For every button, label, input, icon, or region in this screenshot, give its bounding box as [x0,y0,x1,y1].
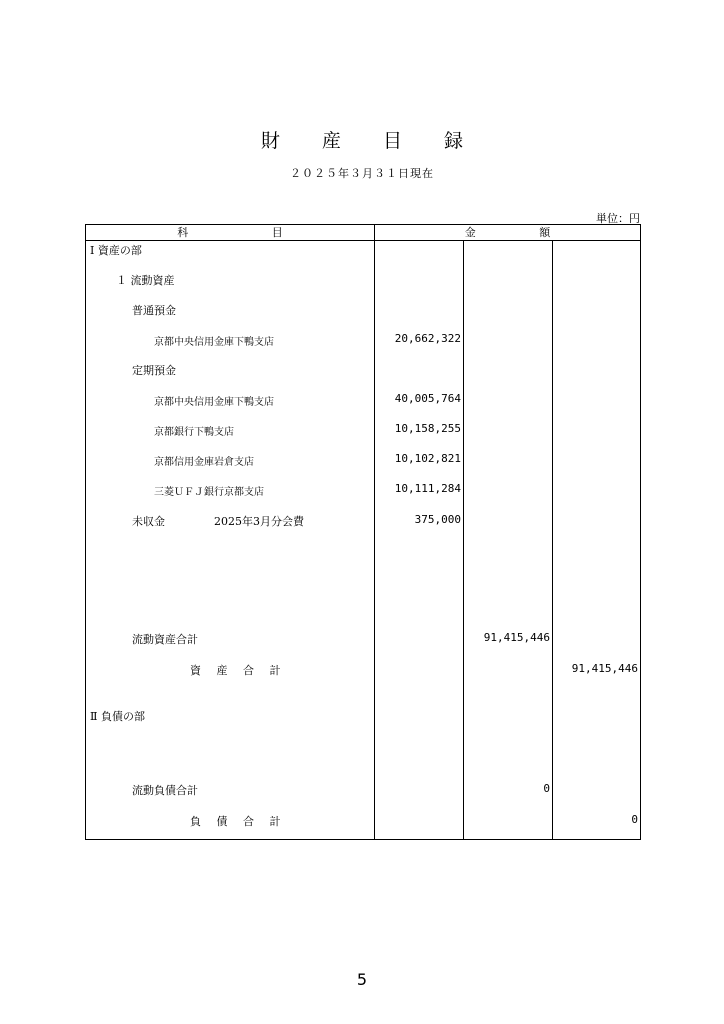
accounts-receivable: 未収金 [132,515,165,528]
assets-total-label: 資 産 合 計 [190,664,287,677]
header-amount: 金 額 [464,226,581,239]
amount-current-liabilities-total: 0 [543,782,550,795]
section-liabilities: Ⅱ 負債の部 [90,710,145,723]
header-item: 科 目 [177,226,323,239]
liabilities-total-label: 負 債 合 計 [190,815,287,828]
ordinary-deposit: 普通預金 [132,304,176,317]
accounts-receivable-note: 2025年3月分会費 [214,515,304,528]
amount-kyoto-shinkin: 10,102,821 [394,452,461,465]
amount-kyoto-chuo-time: 40,005,764 [394,392,461,405]
amount-mufg: 10,111,284 [394,482,461,495]
amount-liabilities-total: 0 [631,813,638,826]
property-inventory-table [85,224,641,840]
amount-kyoto-bank: 10,158,255 [394,422,461,435]
column-divider [374,225,375,839]
column-divider [552,241,553,839]
amount-receivable: 375,000 [414,513,461,526]
amount-kyoto-chuo-ordinary: 20,662,322 [394,332,461,345]
bank-kyoto-shinkin: 京都信用金庫岩倉支店 [154,457,254,468]
page-number: 5 [356,970,368,989]
time-deposit: 定期預金 [132,364,176,377]
column-divider [463,241,464,839]
bank-kyoto-chuo-ordinary: 京都中央信用金庫下鴨支店 [154,337,274,348]
amount-assets-total: 91,415,446 [571,662,638,675]
table-header [86,225,640,241]
bank-kyoto-chuo-time: 京都中央信用金庫下鴨支店 [154,397,274,408]
as-of-date: ２０２５年３月３１日現在 [290,167,434,180]
bank-mufg: 三菱ＵＦＪ銀行京都支店 [154,487,264,498]
current-liabilities-total-label: 流動負債合計 [132,784,198,797]
section-assets: Ⅰ 資産の部 [90,244,142,257]
unit-label: 単位：円 [596,212,640,225]
document-title: 財 産 目 録 [260,130,482,152]
subsection-current-assets: １ 流動資産 [116,274,175,287]
amount-current-assets-total: 91,415,446 [483,631,550,644]
bank-kyoto-bank: 京都銀行下鴨支店 [154,427,234,438]
current-assets-total-label: 流動資産合計 [132,633,198,646]
